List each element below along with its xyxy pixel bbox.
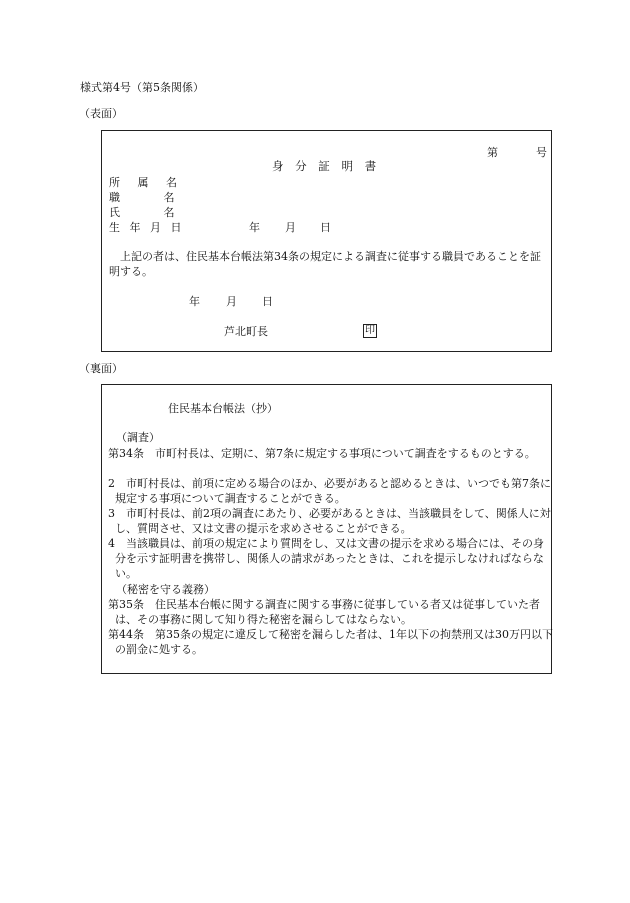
back-card <box>101 384 552 674</box>
article-34-2: 2 市町村長は、前項に定める場合のほか、必要があると認めるときは、いつでも第7条に規定する事項について調査することができる。 <box>108 477 551 505</box>
birth-month: 月 <box>285 221 296 234</box>
document-title: 身 分 証 明 書 <box>272 159 381 173</box>
front-card <box>101 130 552 352</box>
article-44: 第44条 第35条の規定に違反して秘密を漏らした者は、1年以下の拘禁刑又は30万円以下の罰金に処する。 <box>108 628 553 656</box>
certification-statement: 上記の者は、住民基本台帳法第34条の規定による調査に従事する職員であることを証明する。 <box>109 250 541 278</box>
issue-date-day: 日 <box>262 295 273 308</box>
back-label: （裏面） <box>79 362 123 375</box>
number-go: 号 <box>536 146 547 159</box>
form-title: 様式第4号（第5条関係） <box>80 81 204 94</box>
article-34-4: 4 当該職員は、前項の規定により質問をし、又は文書の提示を求める場合には、その身分を示す証明書を携帯し、関係人の請求があったときは、これを提示しなければならない。 <box>108 537 544 580</box>
seal-mark <box>363 324 377 338</box>
seal-text: 印 <box>365 325 375 336</box>
issue-date-month: 月 <box>226 295 237 308</box>
issuer: 芦北町長 <box>224 325 268 338</box>
article-34-1: 第34条 市町村長は、定期に、第7条に規定する事項について調査をするものとする。 <box>108 447 536 460</box>
front-label: （表面） <box>79 107 123 120</box>
field-affiliation: 所 属 名 <box>109 176 184 189</box>
law-title: 住民基本台帳法（抄） <box>168 402 278 415</box>
heading-secrecy: （秘密を守る義務） <box>116 583 215 596</box>
number-dai: 第 <box>487 146 498 159</box>
article-35: 第35条 住民基本台帳に関する調査に関する事務に従事している者又は従事していた者は、その事務に関して知り得た秘密を漏らしてはならない。 <box>108 598 540 626</box>
field-birth: 生 年 月 日 <box>109 221 185 234</box>
field-position: 職 名 <box>109 191 195 204</box>
article-34-3: 3 市町村長は、前2項の調査にあたり、必要があるときは、当該職員をして、関係人に対し、質問させ、又は文書の提示を求めさせることができる。 <box>108 507 551 535</box>
heading-investigation: （調査） <box>116 431 160 444</box>
birth-day: 日 <box>320 221 331 234</box>
birth-year: 年 <box>249 221 260 234</box>
issue-date-year: 年 <box>189 295 200 308</box>
field-name: 氏 名 <box>109 206 195 219</box>
